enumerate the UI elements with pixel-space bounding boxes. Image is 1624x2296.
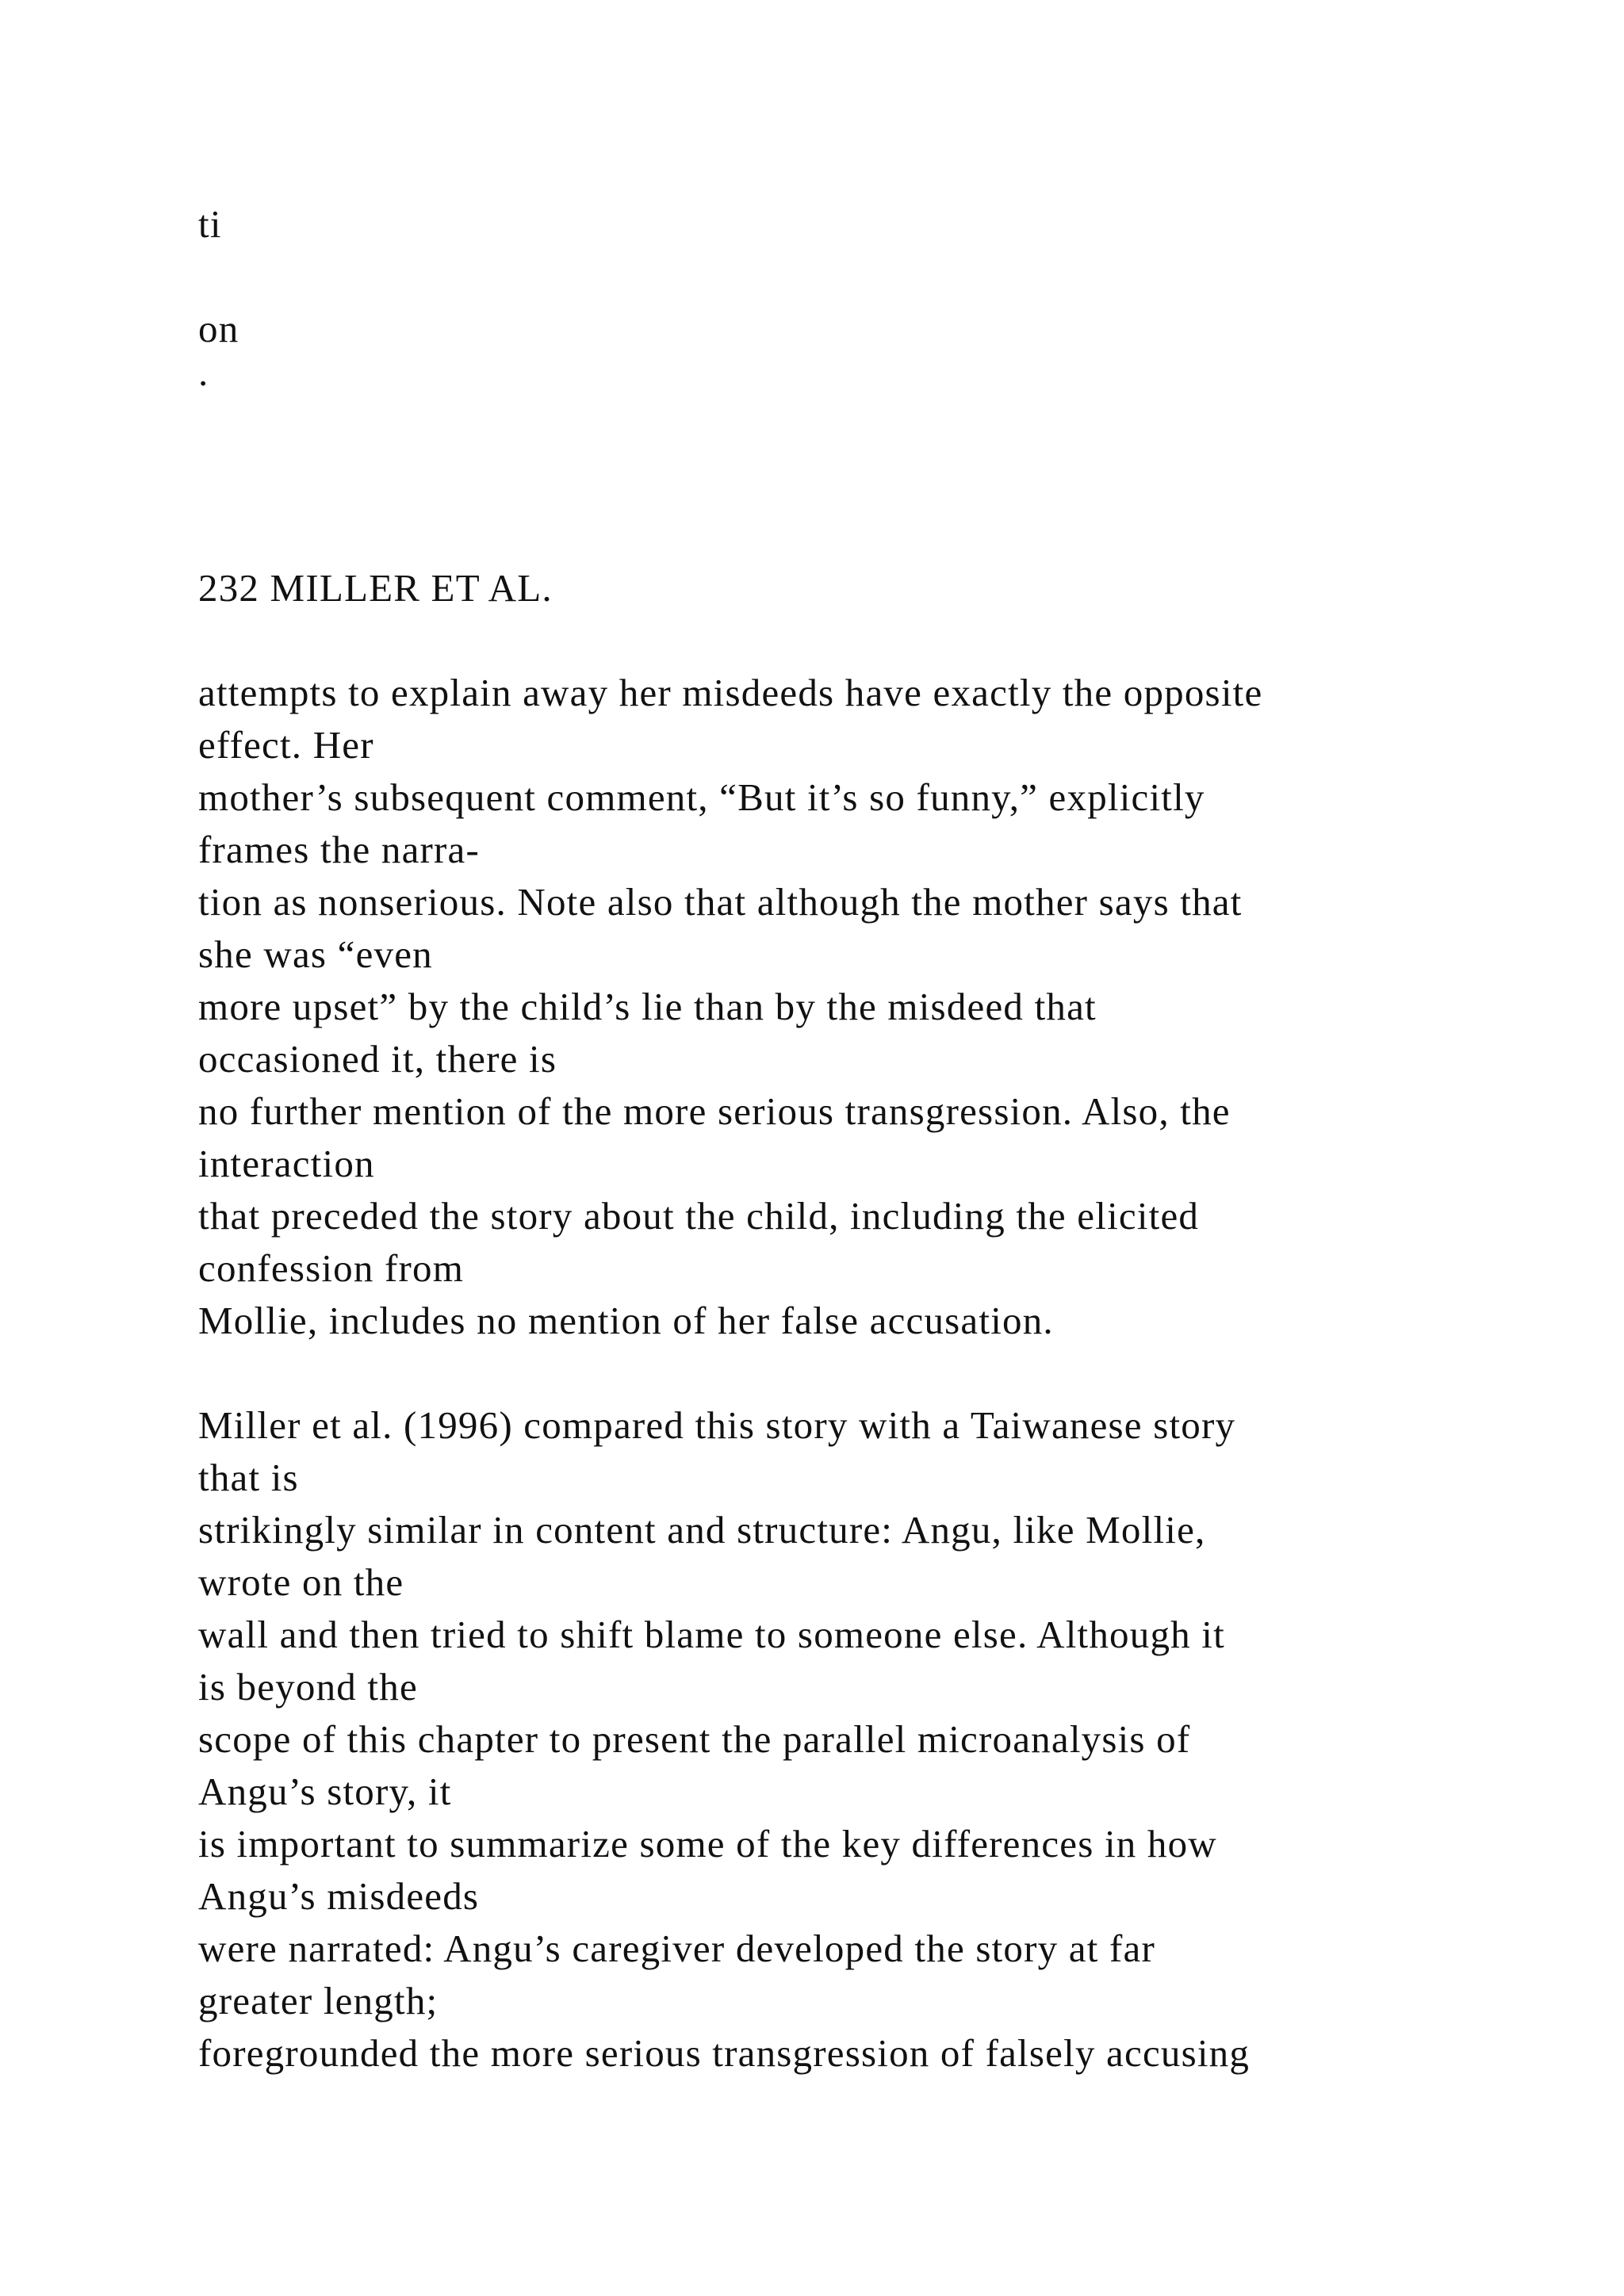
running-head: 232 MILLER ET AL. bbox=[198, 566, 553, 610]
text-line: no further mention of the more serious transgression. Also, the bbox=[198, 1089, 1231, 1133]
text-line: Angu’s misdeeds bbox=[198, 1874, 480, 1918]
text-line: effect. Her bbox=[198, 723, 374, 767]
text-line: foregrounded the more serious transgression of falsely accusing bbox=[198, 2031, 1251, 2075]
text-line: attempts to explain away her misdeeds have exactly the opposite bbox=[198, 671, 1263, 714]
text-line: that preceded the story about the child, including the elicited bbox=[198, 1194, 1200, 1238]
fragment-period: . bbox=[198, 350, 209, 394]
text-line: occasioned it, there is bbox=[198, 1037, 557, 1081]
text-line: interaction bbox=[198, 1142, 375, 1185]
fragment-on: on bbox=[198, 307, 239, 350]
text-line: scope of this chapter to present the parallel microanalysis of bbox=[198, 1717, 1191, 1761]
text-line: greater length; bbox=[198, 1979, 439, 2022]
text-line: wall and then tried to shift blame to someone else. Although it bbox=[198, 1613, 1225, 1656]
text-line: wrote on the bbox=[198, 1560, 404, 1604]
text-line: were narrated: Angu’s caregiver developed the story at far bbox=[198, 1927, 1155, 1970]
text-line: frames the narra- bbox=[198, 828, 481, 871]
text-line: that is bbox=[198, 1456, 299, 1499]
text-line: more upset” by the child’s lie than by the misdeed that bbox=[198, 985, 1097, 1028]
text-line: is beyond the bbox=[198, 1665, 418, 1709]
text-line: she was “even bbox=[198, 932, 433, 976]
text-line: mother’s subsequent comment, “But it’s so funny,” explicitly bbox=[198, 775, 1205, 819]
text-line: Miller et al. (1996) compared this story with a Taiwanese story bbox=[198, 1403, 1236, 1447]
text-line: confession from bbox=[198, 1246, 465, 1290]
text-line: tion as nonserious. Note also that although the mother says that bbox=[198, 880, 1243, 924]
text-line: strikingly similar in content and structure: Angu, like Mollie, bbox=[198, 1508, 1206, 1552]
text-line: is important to summarize some of the key differences in how bbox=[198, 1822, 1217, 1866]
fragment-ti: ti bbox=[198, 202, 222, 246]
text-line: Mollie, includes no mention of her false accusation. bbox=[198, 1299, 1054, 1342]
text-line: Angu’s story, it bbox=[198, 1770, 452, 1813]
